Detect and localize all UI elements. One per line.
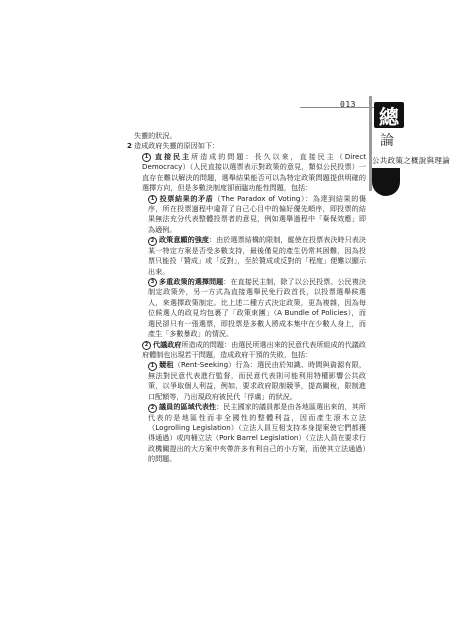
point-text: ：由於選票結構的限制，縱使在投票表決時只表決某一特定方案是否受多數支持，最後僅見的產生仍常其困難，因為投票只能投「贊成」或「反對」，至於贊成或反對的「程度」便難以顯示出來。	[148, 235, 367, 276]
subitem-text: 所造成的問題：由選民所選出來的民意代表所組成的代議政府體制也出現若干問題，造成政府干預的失敗，包括：	[142, 339, 366, 359]
subitem-direct-democracy	[134, 152, 366, 194]
point-regional-representation	[134, 402, 366, 465]
circled-number-icon: 1	[148, 195, 157, 204]
subitem-representative-government	[134, 340, 366, 361]
point-policy-intensity	[134, 235, 366, 277]
circled-number-icon: 2	[148, 404, 157, 413]
subitem-heading: 直接民主	[153, 151, 192, 161]
point-heading: 議員的區域代表性	[159, 402, 217, 412]
intro-line: 失靈的狀況。	[134, 131, 177, 140]
point-heading: 多重政策的選擇問題	[159, 276, 224, 286]
body-text	[127, 131, 367, 465]
subitem-text: 所造成的問題：長久以來，直接民主（Direct Democracy）（人民直接以選票表示對政策的意見，類似公民投票）一直存在難以解決的問題，選舉結果能否可以為特定政策問題提供明確的選擇方向，但是多數決制度卻面臨功能性問題，包括：	[142, 151, 366, 193]
point-heading: 投票結果的矛盾	[159, 193, 214, 203]
circled-number-icon: 2	[142, 341, 151, 350]
chapter-badge: 總	[374, 102, 404, 128]
point-text: （Rent-Seeking）行為：選民由於知識、時間與資源有限，無法對民意代表進行監督，而民意代表則可能利用特權影響公共政策，以爭取個人利益，例如，要求政府限制競爭，提高關稅，限制進口配額等，乃出現政府被民代「俘虜」的狀況。	[148, 360, 366, 401]
point-text: （The Paradox of Voting）：為達到結果的傷序，所在投票過程中違背了自己心目中的偏好優先順序，即投票的結果無法充分代表整體投票者的意見，例如選舉過程中「棄保效應」即為適例。	[148, 193, 367, 234]
running-section-title: 公共政策之概說與理論	[372, 156, 450, 165]
item-2	[127, 141, 366, 151]
point-paradox-of-voting	[134, 194, 366, 236]
item-number: 2	[127, 141, 132, 151]
point-multiple-policies	[134, 277, 366, 340]
circled-number-icon: 1	[148, 362, 157, 371]
page-number: 013	[340, 100, 356, 109]
subitem-heading: 代議政府	[153, 339, 182, 349]
point-text: ：民主國家的議員都是由各地區選出來的，其所代表的是地區性而非全國性的整體利益，因而產生滾木立法（Logrolling Legislation）（立法人員互相支持本身提案使它們都獲得通過）或肉桶立法（Pork Barrel Legislation）（立法人員在要求行政機關提出的大方案中夾帶許多有利自己的小方案，而使其立法通過）的問題。	[148, 402, 367, 464]
circled-number-icon: 1	[142, 153, 151, 162]
point-heading: 競租	[159, 360, 174, 370]
chapter-badge-secondary: 論	[380, 133, 394, 149]
circled-number-icon: 2	[148, 237, 157, 246]
point-text: ：在直接民主制，除了以公民投票、公民複決制定政策外，另一方式為直接選舉民免行政首長，以投票選舉候選人，來選擇政策制定。比上述二種方式決定政策，更為複雜，因為每位候選人的政見均包裹了「政策束團」（A Bundle of Policies），而選民卻只有一張選票，即投票是多數人將成本集中在少數人身上，而產生「多數暴政」的情況。	[148, 276, 367, 339]
item-text: 造成政府失靈的原因如下：	[134, 141, 220, 151]
point-heading: 政策意願的強度	[159, 235, 210, 245]
point-rent-seeking	[134, 360, 366, 402]
circled-number-icon: 3	[148, 278, 157, 287]
chapter-tab-disc	[372, 168, 400, 196]
